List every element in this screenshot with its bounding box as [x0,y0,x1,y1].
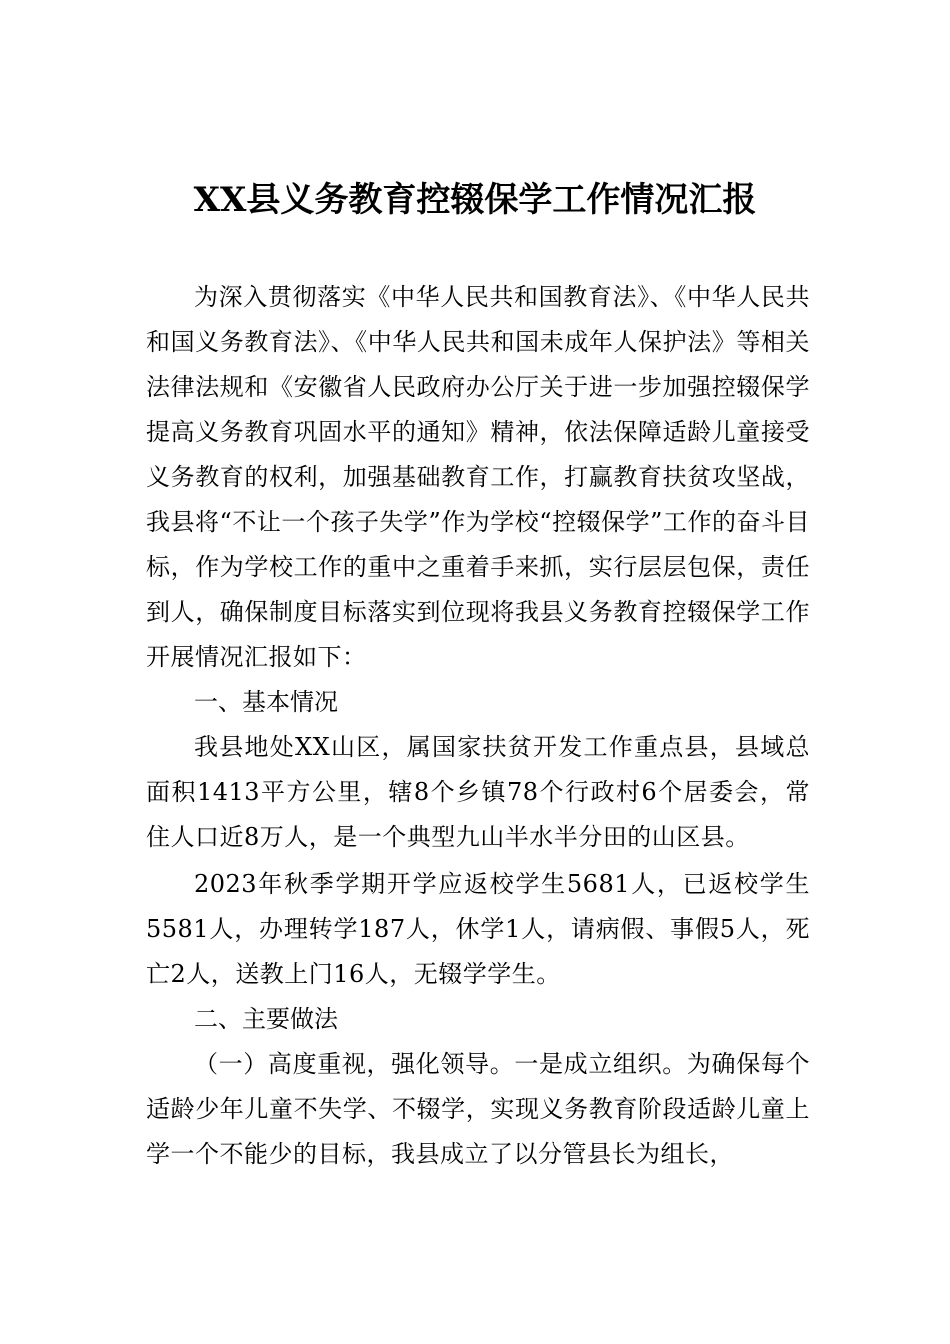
document-body [146,275,810,1177]
main-practices-paragraph-1: （一）高度重视，强化领导。一是成立组织。为确保每个适龄少年儿童不失学、不辍学，实现义务教育阶段适龄儿童上学一个不能少的目标，我县成立了以分管县长为组长， [146,1050,810,1168]
document-title: XX县义务教育控辍保学工作情况汇报 [193,180,757,220]
section-heading-main-practices: 二、主要做法 [194,1005,338,1033]
basic-situation-paragraph-1: 我县地处XX山区，属国家扶贫开发工作重点县，县域总面积1413平方公里，辖8个乡镇78个行政村6个居委会，常住人口近8万人，是一个典型九山半水半分田的山区县。 [146,733,810,851]
intro-paragraph: 为深入贯彻落实《中华人民共和国教育法》、《中华人民共和国义务教育法》、《中华人民共和国未成年人保护法》等相关法律法规和《安徽省人民政府办公厅关于进一步加强控辍保学提高义务教育巩固水平的通知》精神，依法保障适龄儿童接受义务教育的权利，加强基础教育工作，打赢教育扶贫攻坚战，我县将“不让一个孩子失学”作为学校“控辍保学”工作的奋斗目标，作为学校工作的重中之重着手来抓，实行层层包保，责任到人，确保制度目标落实到位现将我县义务教育控辍保学工作开展情况汇报如下： [146,283,810,671]
basic-situation-paragraph-2: 2023年秋季学期开学应返校学生5681人，已返校学生5581人，办理转学187人，休学1人，请病假、事假5人，死亡2人，送教上门16人，无辍学学生。 [146,870,810,988]
section-heading-basic-situation: 一、基本情况 [194,688,338,716]
